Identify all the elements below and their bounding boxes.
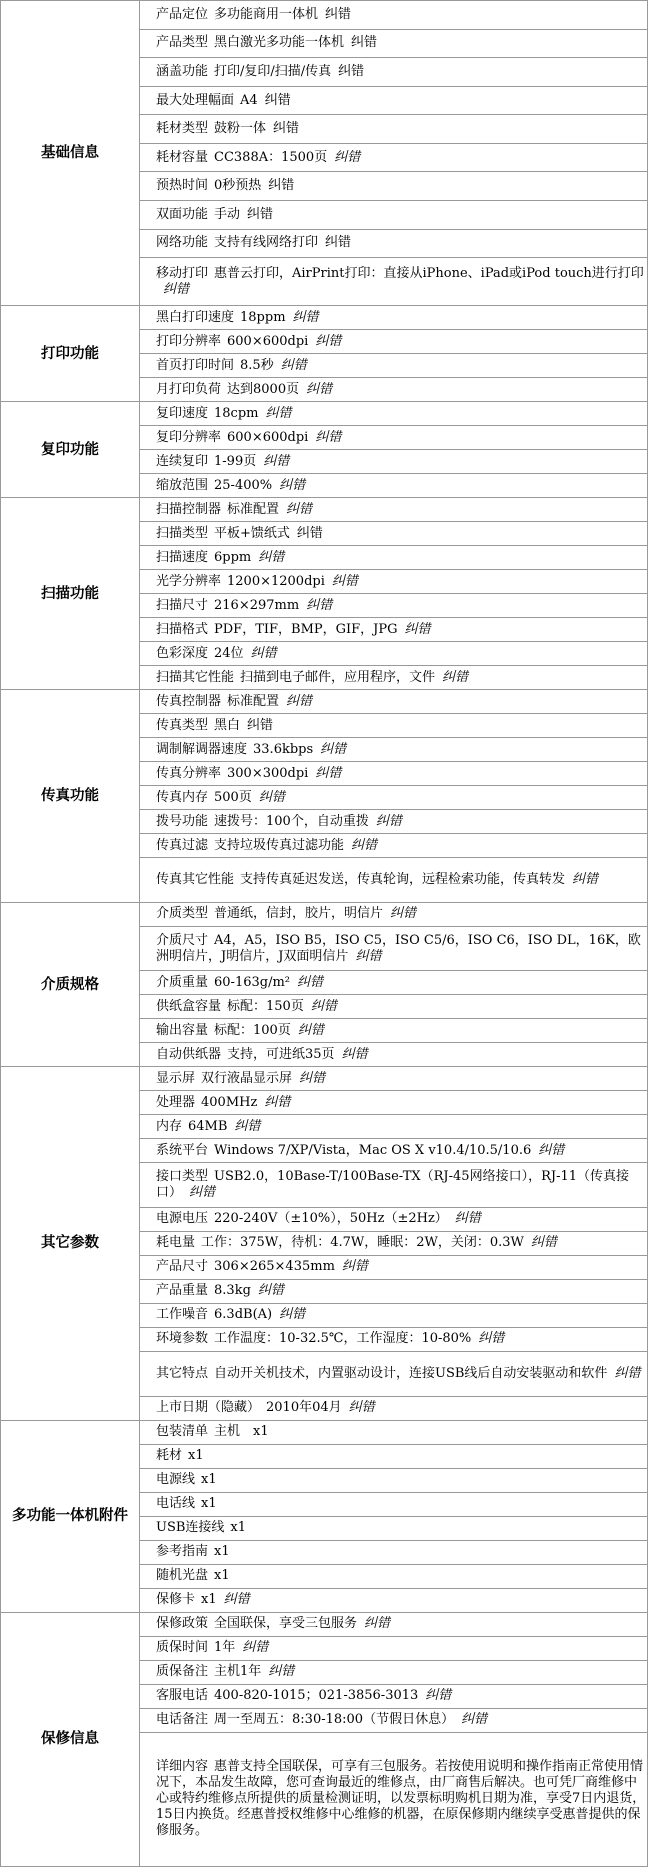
spec-key: 产品定位 (156, 6, 209, 22)
spec-cell (140, 1516, 648, 1540)
spec-value: x1 (201, 1496, 217, 1512)
spec-key: 电话线 (156, 1496, 196, 1512)
spec-key: 供纸盒容量 (156, 998, 222, 1014)
spec-value: 工作温度：10-32.5℃，工作湿度：10-80% (214, 1331, 472, 1347)
spec-cell (140, 1279, 648, 1303)
spec-key: 显示屏 (156, 1070, 196, 1086)
correction-link[interactable]: 纠错 (325, 235, 352, 251)
spec-cell (140, 86, 648, 115)
spec-key: 拨号功能 (156, 813, 209, 829)
spec-value: 惠普支持全国联保，可享有三包服务。若按使用说明和操作指南正常使用情况下，本品发生故障，您可查询最近的维修点，由厂商售后解决。也可凭厂商维修中心或特约维修点所提供的质量检测证明，以发票标明购机日期为准，享受7日内退货，15日内换货。经惠普授权维修中心维修的机器，在原保修期内继续享受惠普提供的保修服务。 (156, 1759, 646, 1839)
spec-cell (140, 1231, 648, 1255)
spec-value: 1200×1200dpi (227, 573, 325, 589)
spec-key: 详细内容 (156, 1759, 209, 1775)
spec-value: 24位 (214, 645, 244, 661)
spec-key: 质保时间 (156, 1640, 209, 1656)
spec-key: 涵盖功能 (156, 63, 209, 79)
correction-link[interactable]: 纠错 (273, 121, 300, 137)
spec-key: 耗电量 (156, 1235, 196, 1251)
spec-cell (140, 1091, 648, 1115)
spec-cell (140, 1327, 648, 1351)
spec-value: 18cpm (214, 405, 259, 421)
section-title: 打印功能 (1, 306, 140, 402)
spec-cell (140, 570, 648, 594)
spec-cell (140, 1564, 648, 1588)
spec-value: 6.3dB(A) (214, 1307, 273, 1323)
spec-value: 主机 x1 (214, 1424, 269, 1440)
spec-key: 传真控制器 (156, 693, 222, 709)
correction-link[interactable]: 纠错 (425, 1688, 452, 1704)
spec-cell (140, 1067, 648, 1091)
spec-value: 双行液晶显示屏 (201, 1070, 293, 1086)
spec-value: 手动 (214, 206, 241, 222)
correction-link[interactable]: 纠错 (375, 813, 402, 829)
spec-key: 光学分辨率 (156, 573, 222, 589)
spec-cell (140, 995, 648, 1019)
spec-value: 支持有线网络打印 (214, 235, 319, 251)
correction-link[interactable]: 纠错 (286, 501, 313, 517)
spec-value: 220-240V（±10%），50Hz（±2Hz） (214, 1211, 448, 1227)
spec-cell (140, 594, 648, 618)
spec-key: 耗材 (156, 1448, 183, 1464)
correction-link[interactable]: 纠错 (242, 1640, 269, 1656)
correction-link[interactable]: 纠错 (390, 906, 417, 922)
spec-value: 60-163g/m² (214, 974, 291, 990)
spec-key: 上市日期（隐藏） (156, 1400, 261, 1416)
correction-link[interactable]: 纠错 (478, 1331, 505, 1347)
spec-value: 400-820-1015；021-3856-3013 (214, 1688, 419, 1704)
spec-value: 普通纸，信封，胶片，明信片 (214, 906, 384, 922)
correction-link[interactable]: 纠错 (299, 1070, 326, 1086)
correction-link[interactable]: 纠错 (315, 765, 342, 781)
correction-link[interactable]: 纠错 (286, 693, 313, 709)
spec-row (1, 306, 648, 330)
spec-cell (140, 1351, 648, 1396)
spec-cell (140, 786, 648, 810)
spec-value: 500页 (214, 789, 252, 805)
spec-key: 介质尺寸 (156, 932, 209, 948)
spec-value: 黑白 (214, 717, 241, 733)
spec-key: 预热时间 (156, 178, 209, 194)
spec-cell (140, 58, 648, 87)
correction-link[interactable]: 纠错 (315, 429, 342, 445)
spec-value: 多功能商用一体机 (214, 6, 319, 22)
spec-key: 工作噪音 (156, 1307, 209, 1323)
spec-key: 调制解调器速度 (156, 741, 248, 757)
spec-key: 自动供纸器 (156, 1046, 222, 1062)
correction-link[interactable]: 纠错 (250, 645, 277, 661)
spec-cell (140, 1139, 648, 1163)
spec-key: 质保备注 (156, 1664, 209, 1680)
spec-value: 平板+馈纸式 (214, 525, 290, 541)
spec-cell (140, 1420, 648, 1444)
spec-row (1, 1612, 648, 1636)
spec-cell (140, 642, 648, 666)
correction-link[interactable]: 纠错 (280, 357, 307, 373)
spec-key: 环境参数 (156, 1331, 209, 1347)
spec-value: 达到8000页 (227, 381, 300, 397)
spec-cell (140, 834, 648, 858)
spec-value: CC388A：1500页 (214, 149, 328, 165)
spec-key: 产品重量 (156, 1283, 209, 1299)
spec-key: 输出容量 (156, 1022, 209, 1038)
spec-value: 18ppm (240, 309, 286, 325)
spec-value: 1-99页 (214, 453, 257, 469)
spec-key: 内存 (156, 1118, 183, 1134)
correction-link[interactable]: 纠错 (341, 1259, 368, 1275)
spec-cell (140, 1396, 648, 1420)
section-title: 多功能一体机附件 (1, 1420, 140, 1612)
spec-cell (140, 1043, 648, 1067)
spec-value: 支持传真延迟发送，传真轮询，远程检索功能，传真转发 (240, 872, 566, 887)
correction-link[interactable]: 纠错 (334, 149, 361, 165)
spec-key: 保修卡 (156, 1592, 196, 1608)
correction-link[interactable]: 纠错 (189, 1185, 216, 1201)
correction-link[interactable]: 纠错 (268, 1664, 295, 1680)
spec-key: 网络功能 (156, 235, 209, 251)
spec-key: 首页打印时间 (156, 357, 235, 373)
spec-key: 产品类型 (156, 35, 209, 51)
spec-key: 处理器 (156, 1094, 196, 1110)
spec-value: x1 (214, 1568, 230, 1584)
spec-value: x1 (214, 1544, 230, 1560)
spec-cell (140, 1303, 648, 1327)
correction-link[interactable]: 纠错 (572, 872, 599, 887)
spec-value: 标配：150页 (227, 998, 304, 1014)
spec-key: 传真其它性能 (156, 872, 235, 887)
correction-link[interactable]: 纠错 (331, 573, 358, 589)
spec-cell (140, 1612, 648, 1636)
correction-link[interactable]: 纠错 (364, 1616, 391, 1632)
spec-key: 传真内存 (156, 789, 209, 805)
spec-key: 传真过滤 (156, 837, 209, 853)
spec-value: 600×600dpi (227, 333, 309, 349)
spec-key: 色彩深度 (156, 645, 209, 661)
correction-link[interactable]: 纠错 (310, 998, 337, 1014)
spec-cell (140, 690, 648, 714)
correction-link[interactable]: 纠错 (265, 405, 292, 421)
spec-cell (140, 1732, 648, 1866)
spec-cell (140, 172, 648, 201)
section-title: 扫描功能 (1, 498, 140, 690)
correction-link[interactable]: 纠错 (264, 1094, 291, 1110)
spec-cell (140, 29, 648, 58)
correction-link[interactable]: 纠错 (163, 281, 190, 297)
spec-cell (140, 1588, 648, 1612)
section-title: 介质规格 (1, 902, 140, 1067)
spec-value: 支持，可进纸35页 (227, 1046, 335, 1062)
spec-key: 连续复印 (156, 453, 209, 469)
spec-key: 电源电压 (156, 1211, 209, 1227)
spec-cell (140, 450, 648, 474)
spec-cell (140, 1660, 648, 1684)
spec-value: 扫描到电子邮件，应用程序，文件 (240, 669, 436, 685)
correction-link[interactable]: 纠错 (461, 1712, 488, 1728)
spec-cell (140, 378, 648, 402)
section-title: 基础信息 (1, 1, 140, 306)
spec-value: 速拨号：100个，自动重拨 (214, 813, 369, 829)
spec-key: 扫描其它性能 (156, 669, 235, 685)
spec-row (1, 902, 648, 926)
spec-value: 8.5秒 (240, 357, 274, 373)
correction-link[interactable]: 纠错 (258, 789, 285, 805)
spec-cell (140, 1255, 648, 1279)
section-title: 传真功能 (1, 690, 140, 903)
spec-value: 600×600dpi (227, 429, 309, 445)
spec-key: 包装清单 (156, 1424, 209, 1440)
correction-link[interactable]: 纠错 (306, 597, 333, 613)
spec-cell (140, 1207, 648, 1231)
spec-value: 标准配置 (227, 501, 280, 517)
spec-value: 400MHz (201, 1094, 258, 1110)
correction-link[interactable]: 纠错 (538, 1142, 565, 1158)
spec-value: 标准配置 (227, 693, 280, 709)
spec-key: 扫描格式 (156, 621, 209, 637)
spec-value: 33.6kbps (253, 741, 314, 757)
spec-value: Windows 7/XP/Vista，Mac OS X v10.4/10.5/10.6 (214, 1142, 532, 1158)
spec-key: 扫描控制器 (156, 501, 222, 517)
spec-key: 保修政策 (156, 1616, 209, 1632)
correction-link[interactable]: 纠错 (306, 381, 333, 397)
spec-cell (140, 258, 648, 306)
spec-cell (140, 762, 648, 786)
spec-cell (140, 1163, 648, 1208)
section-title: 其它参数 (1, 1067, 140, 1420)
spec-key: 介质类型 (156, 906, 209, 922)
spec-value: 支持垃圾传真过滤功能 (214, 837, 345, 853)
correction-link[interactable]: 纠错 (320, 741, 347, 757)
spec-value: 64MB (188, 1118, 228, 1134)
spec-value: 自动开关机技术，内置驱动设计，连接USB线后自动安装驱动和软件 (214, 1365, 608, 1381)
spec-value: 1年 (214, 1640, 236, 1656)
spec-value: A4，A5，ISO B5，ISO C5，ISO C5/6，ISO C6，ISO DL，16K，欧洲明信片，J明信片，J双面明信片 (156, 932, 641, 964)
spec-value: 标配：100页 (214, 1022, 291, 1038)
spec-cell (140, 1684, 648, 1708)
section-title: 复印功能 (1, 402, 140, 498)
spec-value: 主机1年 (214, 1664, 262, 1680)
spec-key: 最大处理幅面 (156, 92, 235, 108)
spec-value: 8.3kg (214, 1283, 251, 1299)
spec-row (1, 690, 648, 714)
spec-cell (140, 1115, 648, 1139)
spec-key: 黑白打印速度 (156, 309, 235, 325)
spec-cell (140, 115, 648, 144)
spec-key: 复印分辨率 (156, 429, 222, 445)
spec-value: USB2.0，10Base-T/100Base-TX（RJ-45网络接口），RJ-11（传真接口） (156, 1169, 630, 1201)
spec-row (1, 402, 648, 426)
correction-link[interactable]: 纠错 (355, 948, 382, 964)
spec-value: PDF，TIF，BMP，GIF，JPG (214, 621, 398, 637)
correction-link[interactable]: 纠错 (296, 525, 323, 541)
correction-link[interactable]: 纠错 (325, 6, 352, 22)
spec-key: 系统平台 (156, 1142, 209, 1158)
spec-key: 其它特点 (156, 1365, 209, 1381)
spec-key: 电源线 (156, 1472, 196, 1488)
spec-cell (140, 618, 648, 642)
correction-link[interactable]: 纠错 (292, 309, 319, 325)
spec-cell (140, 1636, 648, 1660)
spec-cell (140, 474, 648, 498)
spec-value: 工作：375W，待机：4.7W，睡眠：2W，关闭：0.3W (201, 1235, 524, 1251)
spec-key: USB连接线 (156, 1520, 225, 1536)
spec-cell (140, 666, 648, 690)
spec-row (1, 1067, 648, 1091)
spec-key: 电话备注 (156, 1712, 209, 1728)
spec-cell (140, 1708, 648, 1732)
correction-link[interactable]: 纠错 (234, 1118, 261, 1134)
spec-cell (140, 201, 648, 230)
spec-key: 产品尺寸 (156, 1259, 209, 1275)
spec-value: 25-400% (214, 477, 273, 493)
correction-link[interactable]: 纠错 (258, 549, 285, 565)
spec-value: x1 (188, 1448, 204, 1464)
spec-key: 客服电话 (156, 1688, 209, 1704)
spec-cell (140, 1468, 648, 1492)
spec-cell (140, 1540, 648, 1564)
spec-row (1, 1, 648, 30)
spec-value: 鼓粉一体 (214, 121, 267, 137)
spec-key: 耗材容量 (156, 149, 209, 165)
spec-key: 缩放范围 (156, 477, 209, 493)
correction-link[interactable]: 纠错 (268, 178, 295, 194)
spec-cell (140, 522, 648, 546)
spec-cell (140, 402, 648, 426)
spec-cell (140, 330, 648, 354)
correction-link[interactable]: 纠错 (247, 206, 274, 222)
correction-link[interactable]: 纠错 (404, 621, 431, 637)
spec-key: 传真类型 (156, 717, 209, 733)
spec-value: 打印/复印/扫描/传真 (214, 63, 332, 79)
spec-cell (140, 426, 648, 450)
spec-cell (140, 738, 648, 762)
spec-key: 耗材类型 (156, 121, 209, 137)
spec-value: x1 (230, 1520, 247, 1536)
correction-link[interactable]: 纠错 (351, 35, 378, 51)
spec-cell (140, 229, 648, 258)
spec-value: x1 (201, 1592, 217, 1608)
spec-value: 300×300dpi (227, 765, 309, 781)
spec-value: 黑白激光多功能一体机 (214, 35, 345, 51)
correction-link[interactable]: 纠错 (351, 837, 378, 853)
spec-value: 2010年04月 (266, 1400, 342, 1416)
spec-cell (140, 1019, 648, 1043)
spec-cell (140, 714, 648, 738)
spec-key: 传真分辨率 (156, 765, 222, 781)
spec-key: 参考指南 (156, 1544, 209, 1560)
correction-link[interactable]: 纠错 (263, 453, 290, 469)
spec-key: 介质重量 (156, 974, 209, 990)
spec-cell (140, 354, 648, 378)
correction-link[interactable]: 纠错 (348, 1400, 375, 1416)
spec-cell (140, 1444, 648, 1468)
spec-row (1, 1420, 648, 1444)
spec-key: 移动打印 (156, 265, 209, 281)
correction-link[interactable]: 纠错 (442, 669, 469, 685)
spec-cell (140, 971, 648, 995)
spec-value: 6ppm (214, 549, 252, 565)
spec-value: 全国联保，享受三包服务 (214, 1616, 358, 1632)
spec-value: x1 (201, 1472, 217, 1488)
spec-key: 扫描速度 (156, 549, 209, 565)
spec-cell (140, 1, 648, 30)
spec-cell (140, 926, 648, 971)
spec-cell (140, 810, 648, 834)
correction-link[interactable]: 纠错 (223, 1592, 250, 1608)
correction-link[interactable]: 纠错 (297, 1022, 324, 1038)
spec-cell (140, 143, 648, 172)
correction-link[interactable]: 纠错 (279, 477, 306, 493)
spec-cell (140, 546, 648, 570)
spec-cell (140, 1492, 648, 1516)
spec-value: 216×297mm (214, 597, 300, 613)
spec-cell (140, 858, 648, 903)
spec-key: 扫描类型 (156, 525, 209, 541)
correction-link[interactable]: 纠错 (530, 1235, 557, 1251)
correction-link[interactable]: 纠错 (247, 717, 274, 733)
spec-cell (140, 498, 648, 522)
spec-key: 复印速度 (156, 405, 209, 421)
correction-link[interactable]: 纠错 (264, 92, 291, 108)
spec-cell (140, 306, 648, 330)
correction-link[interactable]: 纠错 (341, 1046, 368, 1062)
correction-link[interactable]: 纠错 (315, 333, 342, 349)
spec-key: 月打印负荷 (156, 381, 222, 397)
spec-row (1, 498, 648, 522)
spec-value: 惠普云打印，AirPrint打印：直接从iPhone、iPad或iPod touch进行打印 (214, 265, 644, 281)
correction-link[interactable]: 纠错 (338, 63, 365, 79)
spec-key: 随机光盘 (156, 1568, 209, 1584)
correction-link[interactable]: 纠错 (257, 1283, 284, 1299)
correction-link[interactable]: 纠错 (614, 1365, 641, 1381)
correction-link[interactable]: 纠错 (454, 1211, 481, 1227)
spec-key: 扫描尺寸 (156, 597, 209, 613)
spec-key: 双面功能 (156, 206, 209, 222)
spec-value: 周一至周五：8:30-18:00（节假日休息） (214, 1712, 455, 1728)
spec-value: 306×265×435mm (214, 1259, 335, 1275)
spec-key: 打印分辨率 (156, 333, 222, 349)
correction-link[interactable]: 纠错 (279, 1307, 306, 1323)
section-title: 保修信息 (1, 1612, 140, 1866)
spec-value: 0秒预热 (214, 178, 262, 194)
spec-key: 接口类型 (156, 1169, 209, 1185)
spec-cell (140, 902, 648, 926)
spec-value: A4 (240, 92, 258, 108)
correction-link[interactable]: 纠错 (297, 974, 324, 990)
